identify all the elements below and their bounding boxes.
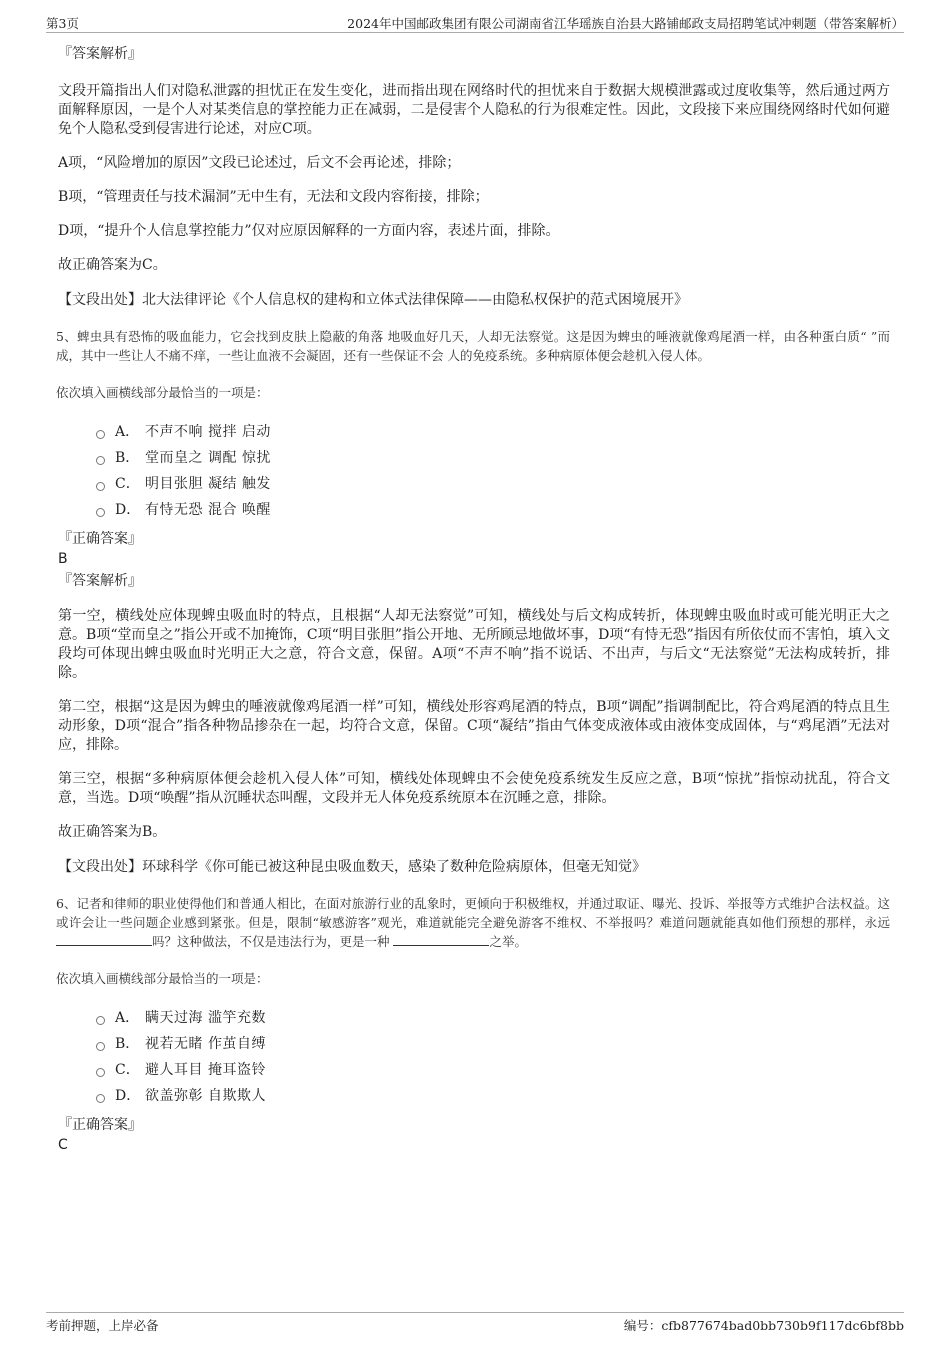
q6-blank-2 (393, 933, 489, 946)
q5-option-a[interactable] (96, 418, 890, 444)
option-letter: B． (115, 450, 140, 466)
page-header (46, 12, 904, 33)
q6-prompt: 依次填入画横线部分最恰当的一项是： (56, 971, 269, 986)
option-letter: B． (115, 1036, 140, 1052)
q5-analysis-para-1: 第一空，横线处应体现蜱虫吸血时的特点，且根据“人却无法察觉”可知，横线处与后文构成转折，体现蜱虫吸血时或可能光明正大之意。B项“堂而皇之”指公开或不加掩饰，C项“明目张胆”指公开地、无所顾忌地做坏事，D项“有恃无恐”指因有所依仗而不害怕，填入文段均可体现出蜱虫吸血时光明正大之意，符合文意，保留。A项“不声不响”指不说话、不出声，与后文“无法察觉”无法构成转折，排除。 (58, 608, 890, 681)
q5-option-b[interactable] (96, 444, 890, 470)
main-content (56, 44, 890, 1157)
q6-answer-label: 『正确答案』 (58, 1117, 142, 1133)
radio-icon[interactable] (96, 1042, 105, 1051)
option-letter: A． (115, 424, 140, 440)
option-text: 有恃无恐 混合 唤醒 (145, 502, 271, 518)
option-letter: D． (115, 502, 141, 518)
q5-answer-label: 『正确答案』 (58, 531, 142, 547)
radio-icon[interactable] (96, 508, 105, 517)
radio-icon[interactable] (96, 1016, 105, 1025)
q5-option-c[interactable] (96, 470, 890, 496)
q4-source: 【文段出处】北大法律评论《个人信息权的建构和立体式法律保障——由隐私权保护的范式困境展开》 (58, 292, 688, 308)
page-footer (46, 1312, 904, 1333)
q6-option-c[interactable] (96, 1056, 890, 1082)
radio-icon[interactable] (96, 430, 105, 439)
option-text: 视若无睹 作茧自缚 (145, 1036, 266, 1052)
option-text: 避人耳目 掩耳盗铃 (145, 1062, 266, 1078)
q5-option-d[interactable] (96, 496, 890, 522)
q4-analysis-para-3: B项，“管理责任与技术漏洞”无中生有，无法和文段内容衔接，排除； (58, 189, 489, 205)
q5-analysis-para-2: 第二空，根据“这是因为蜱虫的唾液就像鸡尾酒一样”可知，横线处形容鸡尾酒的特点，B项“调配”指调制配比，符合鸡尾酒的特点且生动形象，D项“混合”指各种物品掺杂在一起，均符合文意，保留。C项“凝结”指由气体变成液体或由液体变成固体，与“鸡尾酒”无法对应，排除。 (58, 699, 890, 753)
document-id: 编号：cfb877674bad0bb730b9f117dc6bf8bb (623, 1318, 904, 1333)
q6-option-b[interactable] (96, 1030, 890, 1056)
q5-analysis-para-3: 第三空，根据“多种病原体便会趁机入侵人体”可知，横线处体现蜱虫不会使免疫系统发生反应之意，B项“惊扰”指惊动扰乱，符合文意，当选。D项“唤醒”指从沉睡状态叫醒，文段并无人体免疫系统原本在沉睡之意，排除。 (58, 771, 890, 806)
q5-source: 【文段出处】环球科学《你可能已被这种昆虫吸血数天，感染了数种危险病原体，但毫无知觉》 (58, 859, 646, 875)
q4-analysis-para-1: 文段开篇指出人们对隐私泄露的担忧正在发生变化，进而指出现在网络时代的担忧来自于数据大规模泄露或过度收集等，然后通过两方面解释原因，一是个人对某类信息的掌控能力正在减弱，二是侵害个人隐私的行为很难定性。因此，文段接下来应围绕网络时代如何避免个人隐私受到侵害进行论述，对应C项。 (58, 83, 890, 137)
option-text: 瞒天过海 滥竽充数 (145, 1010, 266, 1026)
q4-analysis-para-4: D项，“提升个人信息掌控能力”仅对应原因解释的一方面内容，表述片面，排除。 (58, 223, 560, 239)
q5-prompt: 依次填入画横线部分最恰当的一项是： (56, 385, 269, 400)
option-letter: D． (115, 1088, 141, 1104)
page-number: 第3页 (46, 16, 79, 31)
radio-icon[interactable] (96, 1068, 105, 1077)
q6-stem (56, 894, 890, 951)
footer-slogan: 考前押题，上岸必备 (46, 1318, 159, 1333)
option-letter: C． (115, 1062, 140, 1078)
q5-answer: B (58, 551, 68, 567)
option-text: 堂而皇之 调配 惊扰 (145, 450, 271, 466)
radio-icon[interactable] (96, 1094, 105, 1103)
q6-options (96, 1004, 890, 1108)
q4-analysis-label: 『答案解析』 (58, 46, 142, 62)
q4-analysis-para-5: 故正确答案为C。 (58, 257, 167, 273)
option-letter: A． (115, 1010, 140, 1026)
q6-answer: C (58, 1137, 68, 1153)
option-letter: C． (115, 476, 140, 492)
option-text: 不声不响 搅拌 启动 (145, 424, 271, 440)
document-title: 2024年中国邮政集团有限公司湖南省江华瑶族自治县大路铺邮政支局招聘笔试冲刺题（带答案解析） (347, 16, 904, 31)
option-text: 欲盖弥彰 自欺欺人 (145, 1088, 266, 1104)
q6-stem-part-1: 6、记者和律师的职业使得他们和普通人相比，在面对旅游行业的乱象时，更倾向于积极维权，并通过取证、曝光、投诉、举报等方式维护合法权益。这或许会让一些问题企业感到紧张。但是，限制“敏感游客”观光，难道就能完全避免游客不维权、不举报吗？难道问题就能真如他们预想的那样，永远 (56, 896, 890, 930)
radio-icon[interactable] (96, 482, 105, 491)
q4-analysis-para-2: A项，“风险增加的原因”文段已论述过，后文不会再论述，排除； (58, 155, 461, 171)
q5-options (96, 418, 890, 522)
q6-stem-part-3: 之举。 (489, 934, 527, 949)
q5-analysis-label: 『答案解析』 (58, 573, 142, 589)
option-text: 明目张胆 凝结 触发 (145, 476, 271, 492)
q6-option-d[interactable] (96, 1082, 890, 1108)
q6-option-a[interactable] (96, 1004, 890, 1030)
q6-blank-1 (56, 933, 152, 946)
radio-icon[interactable] (96, 456, 105, 465)
q5-stem: 5、蜱虫具有恐怖的吸血能力，它会找到皮肤上隐蔽的角落 地吸血好几天，人却无法察觉。这是因为蜱虫的唾液就像鸡尾酒一样，由各种蛋白质“ ”而成，其中一些让人不痛不痒，一些让血液不会凝固，还有一些保证不会 人的免疫系统。多种病原体便会趁机入侵人体。 (56, 329, 890, 363)
q5-analysis-para-4: 故正确答案为B。 (58, 824, 167, 840)
q6-stem-part-2: 吗？这种做法，不仅是违法行为，更是一种 (152, 934, 394, 949)
